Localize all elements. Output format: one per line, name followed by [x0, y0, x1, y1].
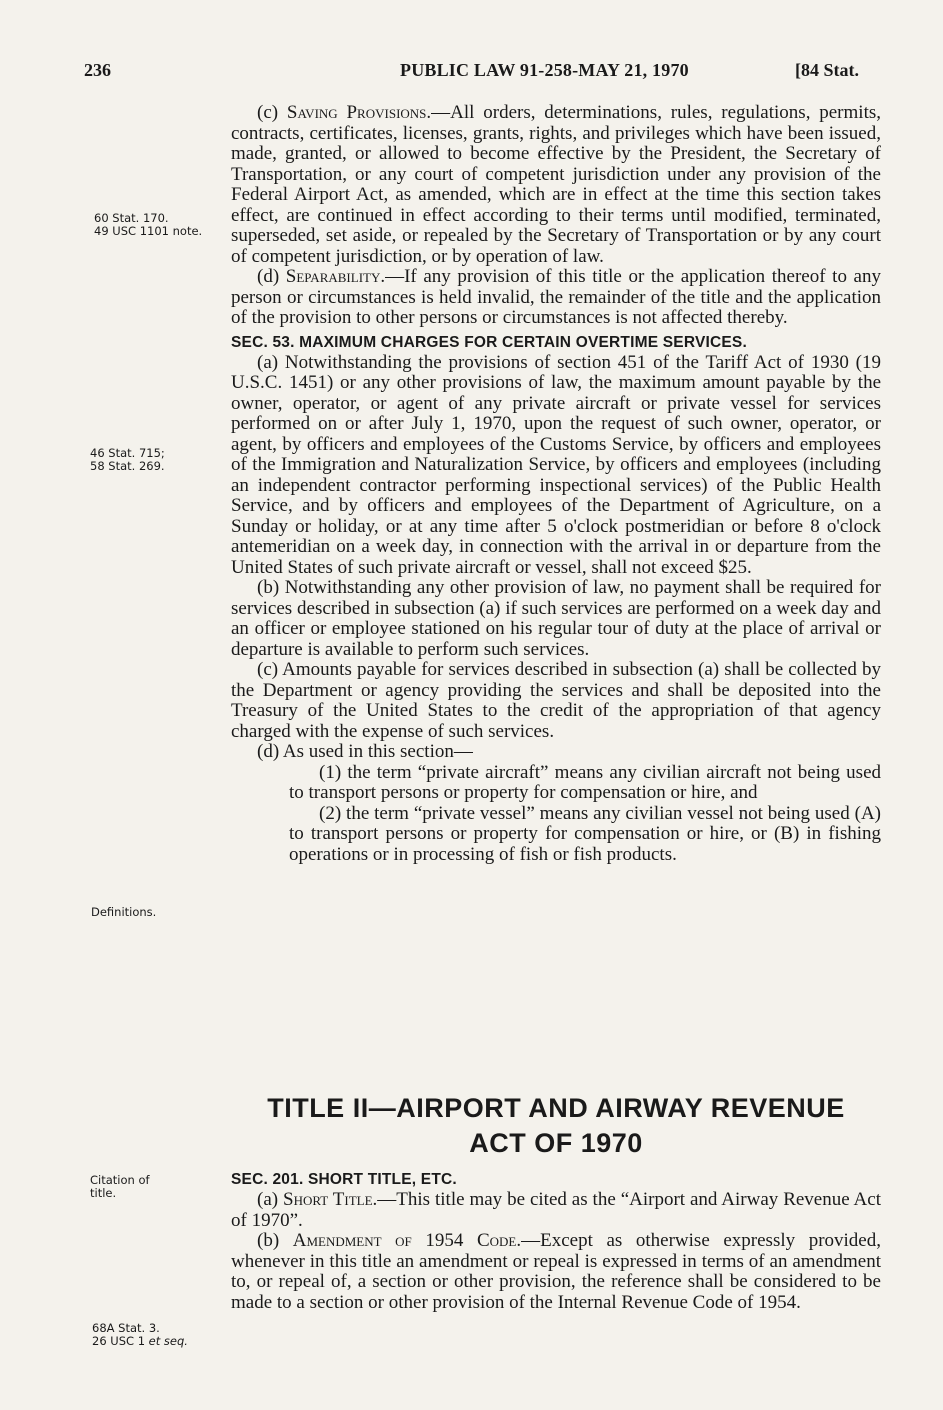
paragraph-53d1: (1) the term “private aircraft” means any civilian aircraft not being used to transport persons or property for compensation or hire, and — [289, 761, 881, 803]
paragraph-201a: (a) Short Title.—This title may be cited as the “Airport and Airway Revenue Act of 1970”. — [231, 1189, 881, 1231]
section-201-heading: SEC. 201. SHORT TITLE, ETC. — [231, 1171, 457, 1188]
main-text-lower — [231, 1170, 881, 1313]
main-text-upper — [231, 103, 881, 865]
section-53-heading: SEC. 53. MAXIMUM CHARGES FOR CERTAIN OVERTIME SERVICES. — [231, 333, 747, 351]
paragraph-separability: (d) Separability.—If any provision of this title or the application thereof to any person or circumstances is held invalid, the remainder of the title and the application of the provision to other persons or circumstances is not affected thereby. — [231, 266, 881, 328]
paragraph-53b: (b) Notwithstanding any other provision of law, no payment shall be required for services described in subsection (a) if such services are performed on a week day and an officer or employee stationed on his regular tour of duty at the place of arrival or departure is available to perform such services. — [231, 577, 881, 660]
paragraph-201b: (b) Amendment of 1954 Code.—Except as otherwise expressly provided, whenever in this title an amendment or repeal is expressed in terms of an amendment to, or repeal of, a section or other provision, the reference shall be considered to be made to a section or other provision of the Internal Revenue Code of 1954. — [231, 1230, 881, 1313]
margin-note-46-stat: 46 Stat. 715; 58 Stat. 269. — [90, 446, 165, 473]
running-title: PUBLIC LAW 91-258-MAY 21, 1970 — [400, 60, 689, 80]
statute-reference: [84 Stat. — [795, 60, 859, 80]
paragraph-53a: (a) Notwithstanding the provisions of section 451 of the Tariff Act of 1930 (19 U.S.C. 1451) or any other provisions of law, the maximum amount payable by the owner, operator, or agent of any private aircraft or private vessel for services performed on or after July 1, 1970, upon the request of such owner, operator, or agent, by officers and employees of the Customs Service, by officers and employees of the Immigration and Naturalization Service, by officers and employees (including an independent contractor performing inspectional services) of the Public Health Service, and by officers and employees of the Department of Agriculture, on a Sunday or holiday, or at any time after 5 o'clock postmeridian or before 8 o'clock antemeridian on a week day, in connection with the arrival in or departure from the United States of such private aircraft or vessel, shall not exceed $25. — [231, 351, 881, 578]
paragraph-53d: (d) As used in this section— — [257, 741, 473, 762]
page-header — [0, 60, 943, 86]
margin-note-citation: Citation of title. — [90, 1173, 150, 1200]
paragraph-53d2: (2) the term “private vessel” means any civilian vessel not being used (A) to transport persons or property for compensation or hire, or (B) in fishing operations or in processing of fish or fish products. — [289, 802, 881, 865]
title-ii-heading: TITLE II—AIRPORT AND AIRWAY REVENUE ACT OF 1970 — [267, 1093, 845, 1158]
margin-note-definitions: Definitions. — [91, 905, 157, 919]
margin-note-60-stat: 60 Stat. 170. 49 USC 1101 note. — [94, 211, 203, 238]
paragraph-53c: (c) Amounts payable for services described in subsection (a) shall be collected by the Department or agency providing the services and shall be deposited into the Treasury of the United States to the credit of the appropriation of that agency charged with the expense of such services. — [231, 659, 881, 742]
paragraph-saving-provisions: (c) Saving Provisions.—All orders, determinations, rules, regulations, permits, contracts, certificates, licenses, grants, rights, and privileges which have been issued, made, granted, or allowed to become effective by the President, the Secretary of Transportation, or any court of competent jurisdiction under any provision of the Federal Airport Act, as amended, which are in effect at the time this section takes effect, are continued in effect according to their terms until modified, terminated, superseded, set aside, or repealed by the Secretary of Transportation or by any court of competent jurisdiction, or by operation of law. — [231, 102, 881, 267]
page-number: 236 — [84, 60, 111, 80]
margin-note-68a-stat: 68A Stat. 3. 26 USC 1 et seq. — [92, 1321, 188, 1348]
